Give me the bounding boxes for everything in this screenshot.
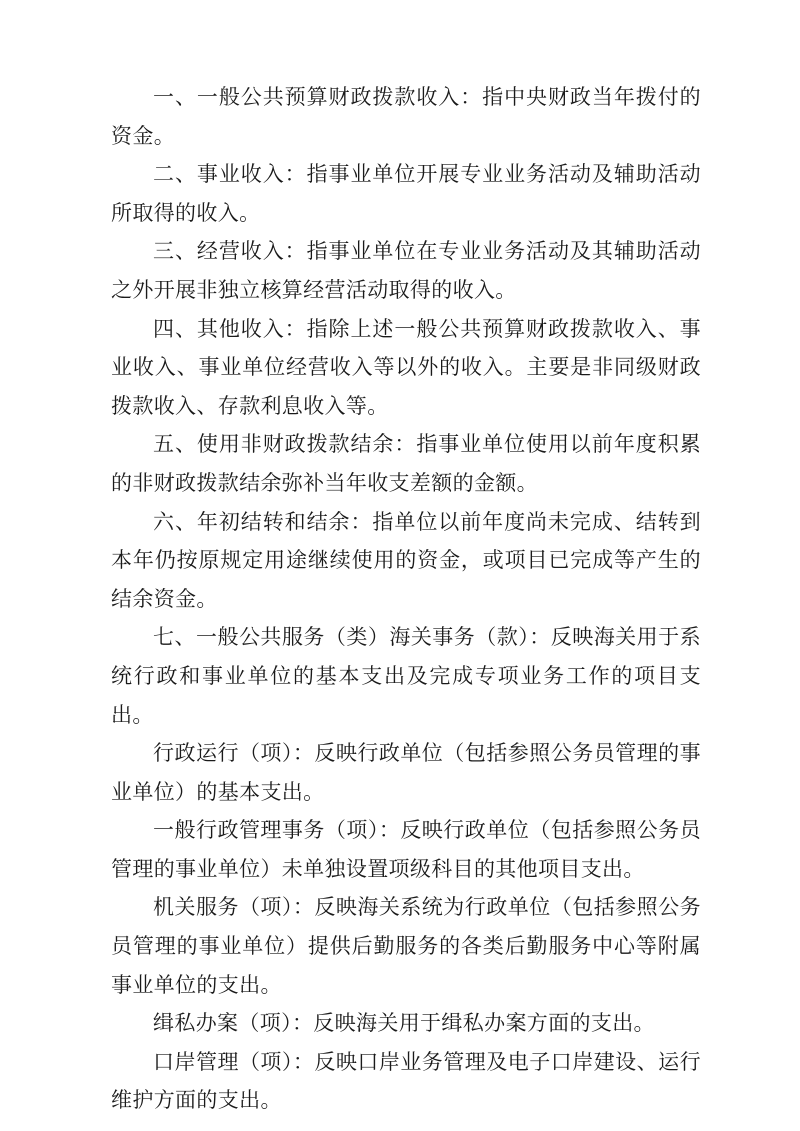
paragraph-port-management: 口岸管理（项）：反映口岸业务管理及电子口岸建设、运行维护方面的支出。: [111, 1049, 701, 1113]
paragraph-business-income: 二、事业收入：指事业单位开展专业业务活动及辅助活动所取得的收入。: [111, 162, 701, 225]
paragraph-general-administration: 一般行政管理事务（项）：反映行政单位（包括参照公务员管理的事业单位）未单独设置项级科目的其他项目支出。: [111, 818, 701, 881]
paragraph-carryover-surplus: 六、年初结转和结余：指单位以前年度尚未完成、结转到本年仍按原规定用途继续使用的资金，或项目已完成等产生的结余资金。: [111, 509, 701, 611]
paragraph-non-fiscal-surplus: 五、使用非财政拨款结余：指事业单位使用以前年度积累的非财政拨款结余弥补当年收支差额的金额。: [111, 432, 701, 495]
paragraph-administrative-operation: 行政运行（项）：反映行政单位（包括参照公务员管理的事业单位）的基本支出。: [111, 741, 701, 804]
paragraph-general-budget-income: 一、一般公共预算财政拨款收入：指中央财政当年拨付的资金。: [111, 85, 701, 148]
paragraph-other-income: 四、其他收入：指除上述一般公共预算财政拨款收入、事业收入、事业单位经营收入等以外的收入。主要是非同级财政拨款收入、存款利息收入等。: [111, 316, 701, 418]
document-page: [111, 78, 701, 1120]
paragraph-anti-smuggling: 缉私办案（项）：反映海关用于缉私办案方面的支出。: [153, 1011, 655, 1036]
paragraph-agency-services: 机关服务（项）：反映海关系统为行政单位（包括参照公务员管理的事业单位）提供后勤服务的各类后勤服务中心等附属事业单位的支出。: [111, 895, 701, 997]
paragraph-customs-affairs: 七、一般公共服务（类）海关事务（款）：反映海关用于系统行政和事业单位的基本支出及完成专项业务工作的项目支出。: [111, 625, 701, 727]
paragraph-operating-income: 三、经营收入：指事业单位在专业业务活动及其辅助活动之外开展非独立核算经营活动取得的收入。: [111, 239, 701, 302]
